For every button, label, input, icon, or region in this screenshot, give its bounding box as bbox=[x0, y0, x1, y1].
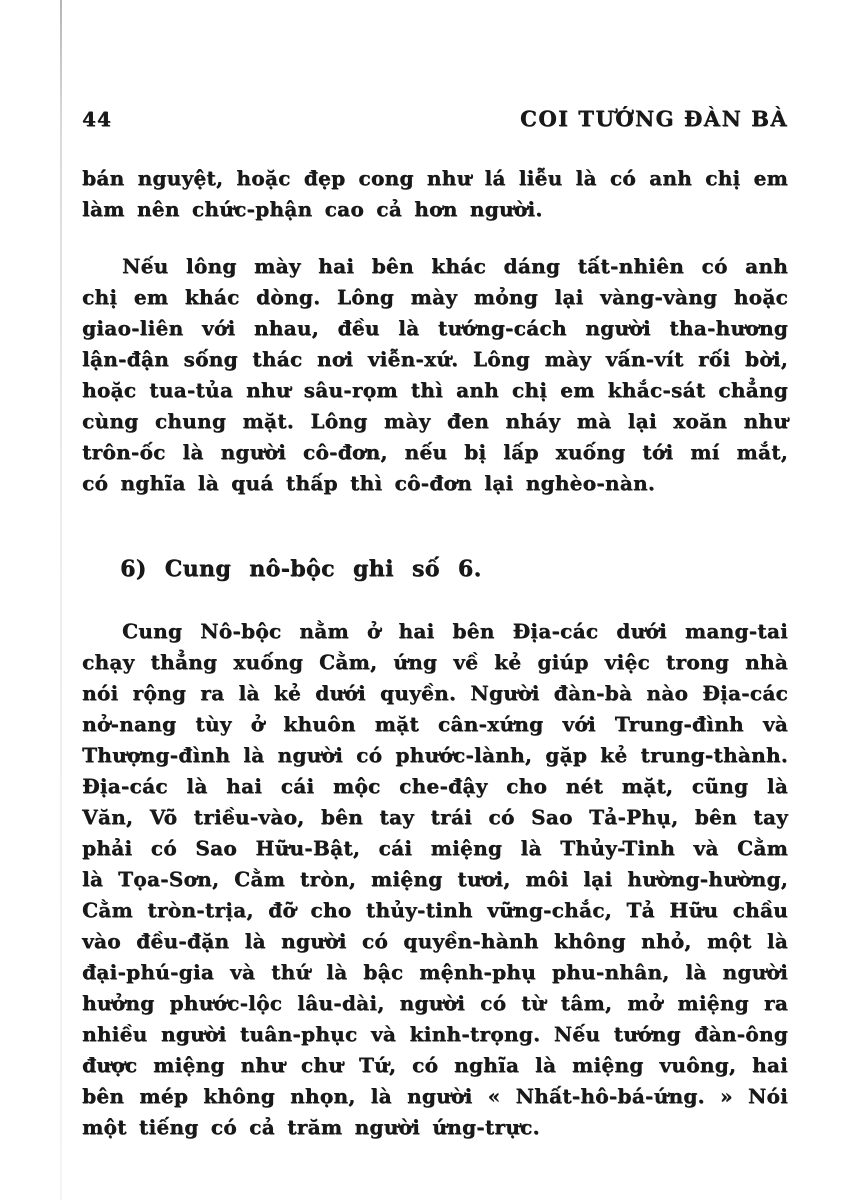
scan-edge-line bbox=[60, 0, 62, 1200]
paragraph-cung-no-boc bbox=[82, 616, 788, 1143]
text-line: được miệng như chư Tứ, có nghĩa là miệng vuông, hai bbox=[82, 1053, 788, 1077]
text-line: hoặc tua-tủa như sâu-rọm thì anh chị em khắc-sát chẳng bbox=[82, 378, 788, 402]
text-line: Thượng-đình là người có phước-lành, gặp kẻ trung-thành. bbox=[82, 743, 788, 767]
text-line: Cung Nô-bộc nằm ở hai bên Địa-các dưới mang-tai bbox=[122, 619, 788, 643]
paragraph-eyebrows bbox=[82, 251, 788, 499]
text-line: phải có Sao Hữu-Bật, cái miệng là Thủy-Tinh và Cằm bbox=[82, 836, 788, 860]
text-line: chạy thẳng xuống Cằm, ứng về kẻ giúp việc trong nhà bbox=[82, 650, 788, 674]
text-line: Văn, Võ triều-vào, bên tay trái có Sao Tả-Phụ, bên tay bbox=[82, 805, 788, 829]
text-line: chị em khác dòng. Lông mày mỏng lại vàng-vàng hoặc bbox=[82, 285, 788, 309]
text-line: nhiều người tuân-phục và kinh-trọng. Nếu tướng đàn-ông bbox=[82, 1022, 788, 1046]
page-header bbox=[82, 106, 788, 131]
text-line: bán nguyệt, hoặc đẹp cong như lá liễu là có anh chị em bbox=[82, 166, 788, 190]
text-line: có nghĩa là quá thấp thì cô-đơn lại nghèo-nàn. bbox=[82, 471, 656, 495]
text-line: bên mép không nhọn, là người « Nhất-hô-bá-ứng. » Nói bbox=[82, 1084, 788, 1108]
page-number: 44 bbox=[82, 107, 112, 131]
text-line: đại-phú-gia và thứ là bậc mệnh-phụ phu-nhân, là người bbox=[82, 960, 788, 984]
paragraph-continuation bbox=[82, 163, 788, 225]
text-line: trôn-ốc là người cô-đơn, nếu bị lấp xuống tới mí mắt, bbox=[82, 440, 788, 464]
text-line: Địa-các là hai cái mộc che-đậy cho nét mặt, cũng là bbox=[82, 774, 788, 798]
section-heading: 6) Cung nô-bộc ghi số 6. bbox=[120, 556, 482, 582]
page-text-area bbox=[82, 0, 788, 1200]
text-line: một tiếng có cả trăm người ứng-trực. bbox=[82, 1115, 540, 1139]
text-line: lận-đận sống thác nơi viễn-xứ. Lông mày vấn-vít rối bời, bbox=[82, 347, 788, 371]
running-title: COI TƯỚNG ĐÀN BÀ bbox=[519, 106, 788, 131]
text-line: giao-liên với nhau, đều là tướng-cách người tha-hương bbox=[82, 316, 788, 340]
text-line: Nếu lông mày hai bên khác dáng tất-nhiên có anh bbox=[122, 254, 788, 278]
text-line: nở-nang tùy ở khuôn mặt cân-xứng với Trung-đình và bbox=[82, 712, 788, 736]
text-line: vào đều-đặn là người có quyền-hành không nhỏ, một là bbox=[82, 929, 788, 953]
text-line: cùng chung mặt. Lông mày đen nháy mà lại xoăn như bbox=[82, 409, 788, 433]
text-line: hưởng phước-lộc lâu-dài, người có từ tâm, mở miệng ra bbox=[82, 991, 788, 1015]
text-line: là Tọa-Sơn, Cằm tròn, miệng tươi, môi lại hường-hường, bbox=[82, 867, 788, 891]
text-line: làm nên chức-phận cao cả hơn người. bbox=[82, 197, 543, 221]
text-line: Cằm tròn-trịa, đỡ cho thủy-tinh vững-chắc, Tả Hữu chầu bbox=[82, 898, 788, 922]
text-line: nói rộng ra là kẻ dưới quyền. Người đàn-bà nào Địa-các bbox=[82, 681, 788, 705]
